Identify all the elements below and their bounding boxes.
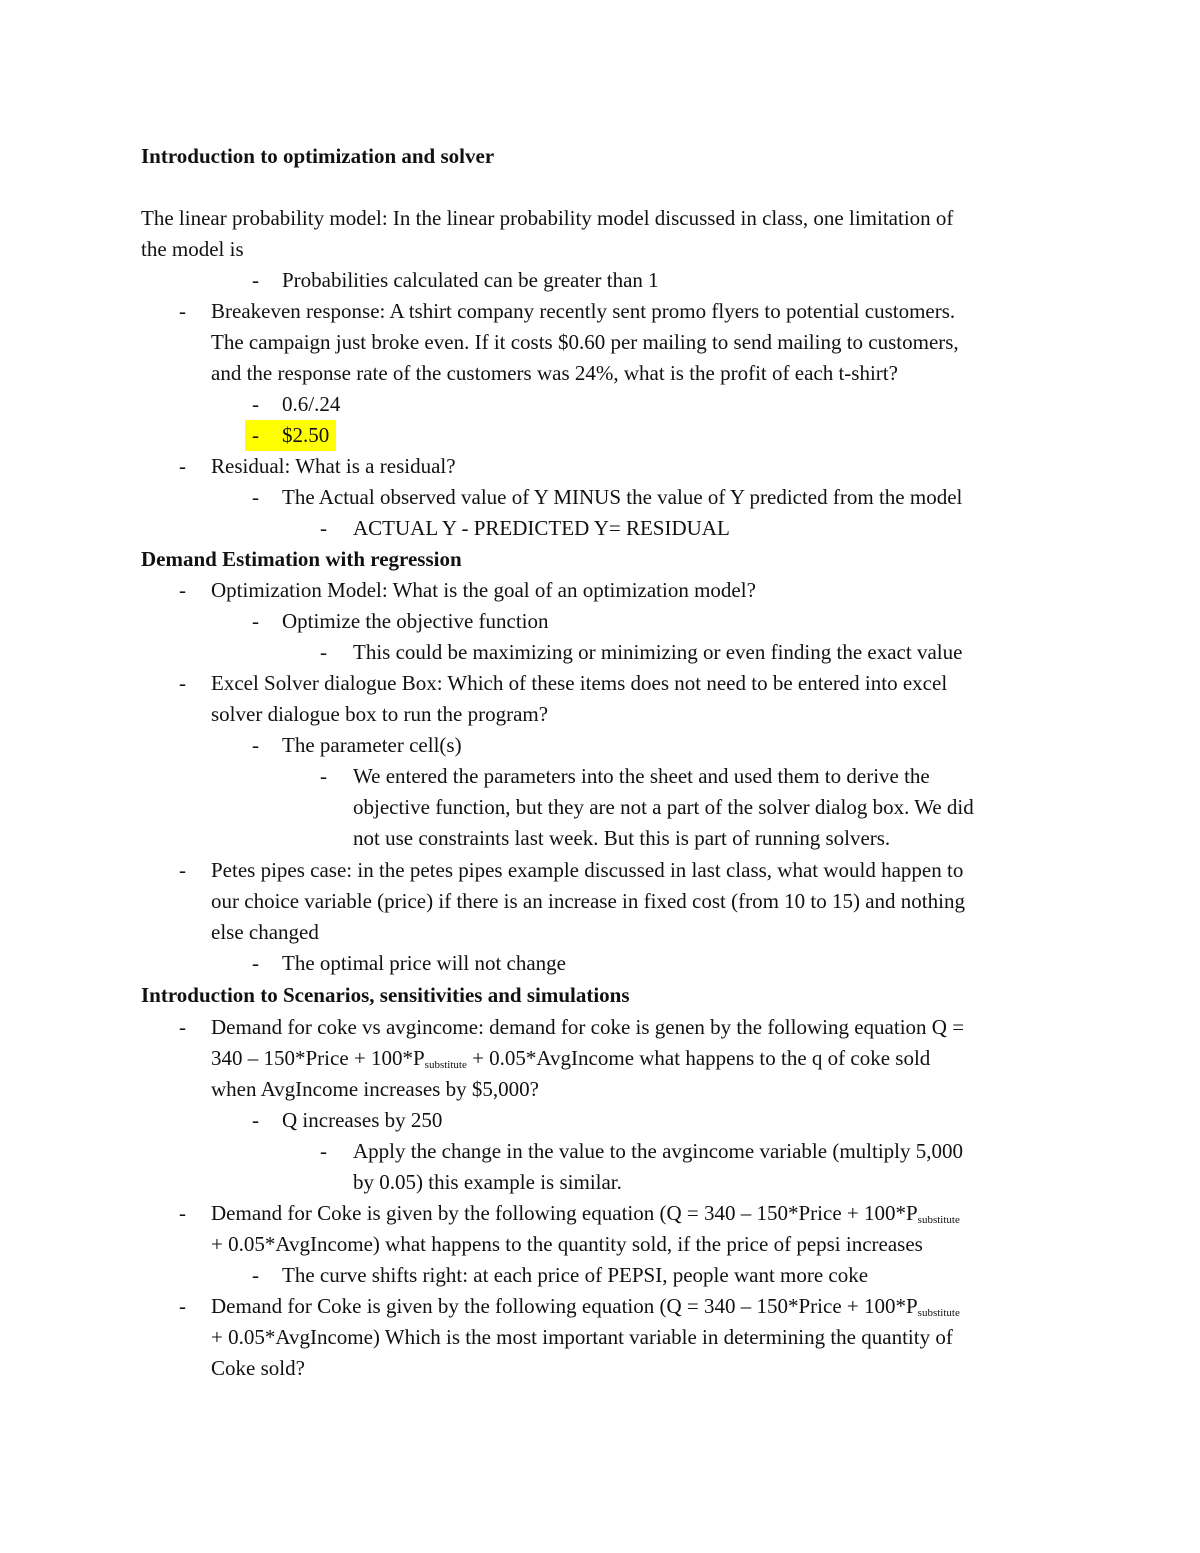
coke-question-3: + 0.05*AvgIncome) Which is the most important variable in determining the quantity of (211, 1325, 953, 1349)
bullet-dash: - (252, 1263, 259, 1287)
bullet-dash: - (252, 423, 259, 447)
bullet-dash: - (252, 609, 259, 633)
coke-question-1: Demand for coke vs avgincome: demand for coke is genen by the following equation Q = (211, 1015, 965, 1039)
petes-question: Petes pipes case: in the petes pipes example discussed in last class, what would happen to (211, 858, 964, 882)
breakeven-question: The campaign just broke even. If it costs $0.60 per mailing to send mailing to customers, (211, 330, 959, 354)
coke-question-1 (211, 1043, 930, 1074)
breakeven-question: Breakeven response: A tshirt company recently sent promo flyers to potential customers. (211, 299, 956, 323)
coke-question-2: + 0.05*AvgIncome) what happens to the quantity sold, if the price of pepsi increases (211, 1232, 923, 1256)
intro-line: the model is (141, 237, 244, 261)
bullet-dash: - (320, 516, 327, 540)
bullet-dash: - (252, 485, 259, 509)
residual-answer: The Actual observed value of Y MINUS the value of Y predicted from the model (282, 485, 963, 509)
bullet-dash: - (252, 733, 259, 757)
bullet-dash: - (252, 268, 259, 292)
bullet-dash: - (252, 1108, 259, 1132)
breakeven-question: and the response rate of the customers was 24%, what is the profit of each t-shirt? (211, 361, 898, 385)
page-title: Introduction to optimization and solver (141, 144, 495, 168)
coke-question-2 (211, 1198, 960, 1229)
section-heading: Demand Estimation with regression (141, 547, 462, 571)
petes-question: our choice variable (price) if there is an increase in fixed cost (from 10 to 15) and nothing (211, 889, 965, 913)
optimization-detail: This could be maximizing or minimizing or even finding the exact value (353, 640, 963, 664)
subscript: substitute (917, 1214, 960, 1226)
solver-question: Excel Solver dialogue Box: Which of these items does not need to be entered into excel (211, 671, 948, 695)
breakeven-calc: 0.6/.24 (282, 392, 341, 416)
bullet-dash: - (320, 640, 327, 664)
bullet-dash: - (320, 1139, 327, 1163)
bullet-dash: - (179, 299, 186, 323)
residual-question: Residual: What is a residual? (211, 454, 456, 478)
coke-question-3 (211, 1291, 960, 1322)
equation-text: Demand for Coke is given by the following equation (Q = 340 – 150*Price + 100*P (211, 1294, 918, 1318)
subscript: substitute (424, 1059, 467, 1071)
subscript: substitute (917, 1307, 960, 1319)
bullet-dash: - (179, 1015, 186, 1039)
bullet-dash: - (179, 858, 186, 882)
bullet-dash: - (179, 578, 186, 602)
coke-answer-1: Q increases by 250 (282, 1108, 443, 1132)
lpm-answer: Probabilities calculated can be greater than 1 (282, 268, 659, 292)
equation-text: 340 – 150*Price + 100*P (211, 1046, 425, 1070)
coke-detail-1: by 0.05) this example is similar. (353, 1170, 622, 1194)
bullet-dash: - (320, 764, 327, 788)
bullet-dash: - (179, 454, 186, 478)
petes-question: else changed (211, 920, 319, 944)
section-heading: Introduction to Scenarios, sensitivities and simulations (141, 983, 630, 1007)
optimization-answer: Optimize the objective function (282, 609, 549, 633)
solver-detail: objective function, but they are not a part of the solver dialog box. We did (353, 795, 974, 819)
petes-answer: The optimal price will not change (282, 951, 566, 975)
coke-question-3: Coke sold? (211, 1356, 305, 1380)
bullet-dash: - (252, 392, 259, 416)
coke-answer-2: The curve shifts right: at each price of PEPSI, people want more coke (282, 1263, 869, 1287)
solver-question: solver dialogue box to run the program? (211, 702, 549, 726)
solver-detail: not use constraints last week. But this is part of running solvers. (353, 826, 891, 850)
solver-detail: We entered the parameters into the sheet and used them to derive the (353, 764, 930, 788)
intro-line: The linear probability model: In the linear probability model discussed in class, one limitation of (141, 206, 954, 230)
breakeven-answer: $2.50 (282, 423, 330, 447)
bullet-dash: - (179, 671, 186, 695)
equation-text: Demand for Coke is given by the following equation (Q = 340 – 150*Price + 100*P (211, 1201, 918, 1225)
coke-detail-1: Apply the change in the value to the avgincome variable (multiply 5,000 (353, 1139, 963, 1163)
bullet-dash: - (252, 951, 259, 975)
bullet-dash: - (179, 1201, 186, 1225)
equation-text: + 0.05*AvgIncome what happens to the q of coke sold (466, 1046, 931, 1070)
solver-answer: The parameter cell(s) (282, 733, 462, 757)
coke-question-1: when AvgIncome increases by $5,000? (211, 1077, 539, 1101)
optimization-question: Optimization Model: What is the goal of an optimization model? (211, 578, 756, 602)
residual-formula: ACTUAL Y - PREDICTED Y= RESIDUAL (353, 516, 730, 540)
bullet-dash: - (179, 1294, 186, 1318)
